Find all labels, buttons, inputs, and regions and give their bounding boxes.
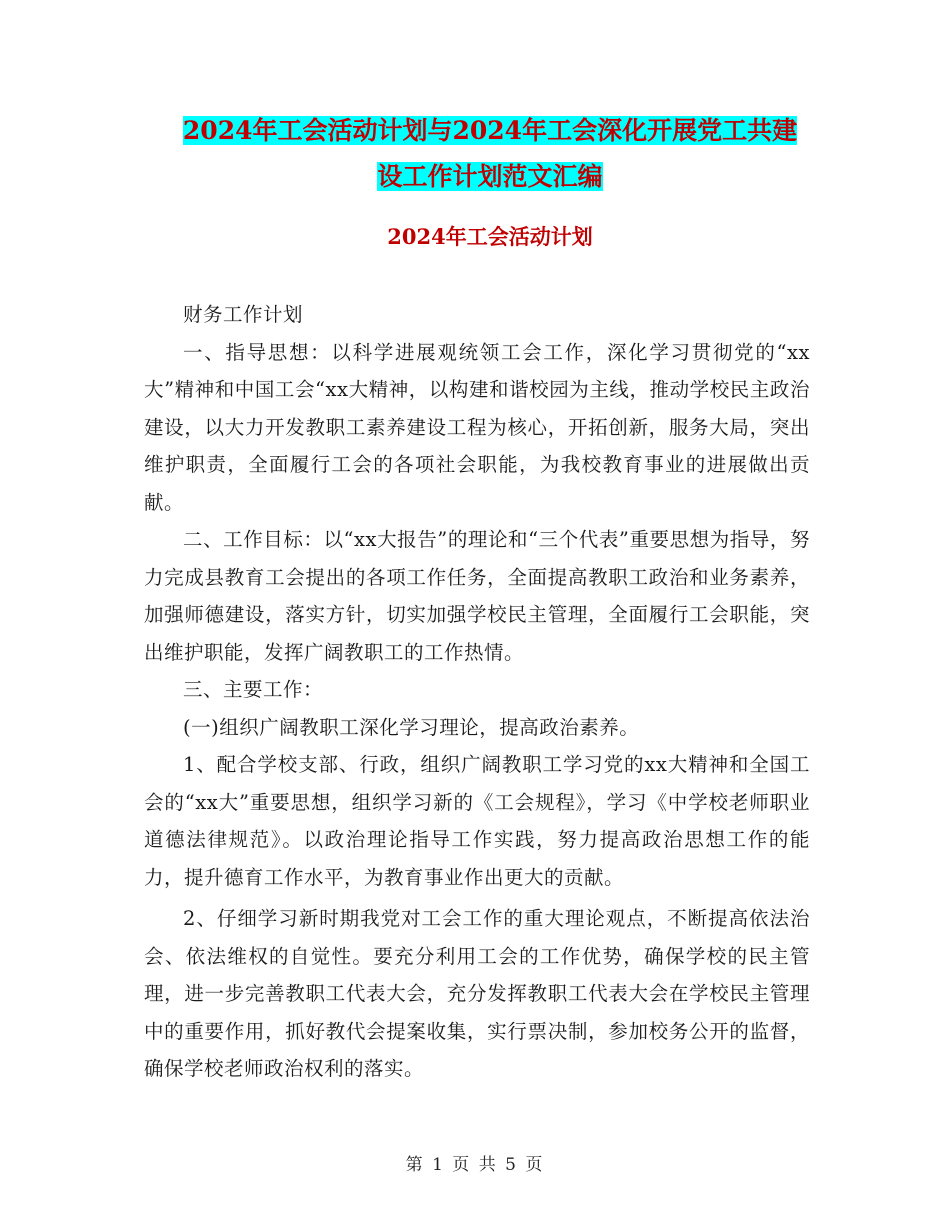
paragraph-heading: 财务工作计划 <box>183 303 304 326</box>
paragraph-item-1: 1、配合学校支部、行政，组织广阔教职工学习党的xx大精神和全国工会的“xx大”重要思想，组织学习新的《工会规程》，学习《中学校老师职业道德法律规范》。以政治理论指导工作实践，努力提高政治思想工作的能力，提升德育工作水平，为教育事业作出更大的贡献。 <box>144 753 810 889</box>
document-title <box>140 108 840 200</box>
paragraph-main-work: 三、主要工作： <box>183 678 324 701</box>
paragraph-item-2: 2、仔细学习新时期我党对工会工作的重大理论观点，不断提高依法治会、依法维权的自觉性。要充分利用工会的工作优势，确保学校的民主管理，进一步完善教职工代表大会，充分发挥教职工代表大会在学校民主管理中的重要作用，抓好教代会提案收集，实行票决制，参加校务公开的监督，确保学校老师政治权利的落实。 <box>144 907 810 1080</box>
document-title-line-2: 设工作计划范文汇编 <box>377 162 603 191</box>
page-number-footer: 第 1 页 共 5 页 <box>405 1155 545 1175</box>
paragraph-guiding-thought: 一、指导思想：以科学进展观统领工会工作，深化学习贯彻党的“xx大”精神和中国工会“xx大精神，以构建和谐校园为主线，推动学校民主政治建设，以大力开发教职工素养建设工程为核心，开拓创新，服务大局，突出维护职责，全面履行工会的各项社会职能，为我校教育事业的进展做出贡献。 <box>144 340 810 514</box>
paragraph-subsection-1: (一)组织广阔教职工深化学习理论，提高政治素养。 <box>183 715 640 739</box>
document-body <box>144 296 810 1088</box>
document-title-line-1: 2024年工会活动计划与2024年工会深化开展党工共建 <box>182 116 798 145</box>
paragraph-work-goals: 二、工作目标：以“xx大报告”的理论和“三个代表”重要思想为指导，努力完成县教育工会提出的各项工作任务，全面提高教职工政治和业务素养，加强师德建设，落实方针，切实加强学校民主管理，全面履行工会职能，突出维护职能，发挥广阔教职工的工作热情。 <box>144 528 810 664</box>
section-title: 2024年工会活动计划 <box>387 224 593 249</box>
